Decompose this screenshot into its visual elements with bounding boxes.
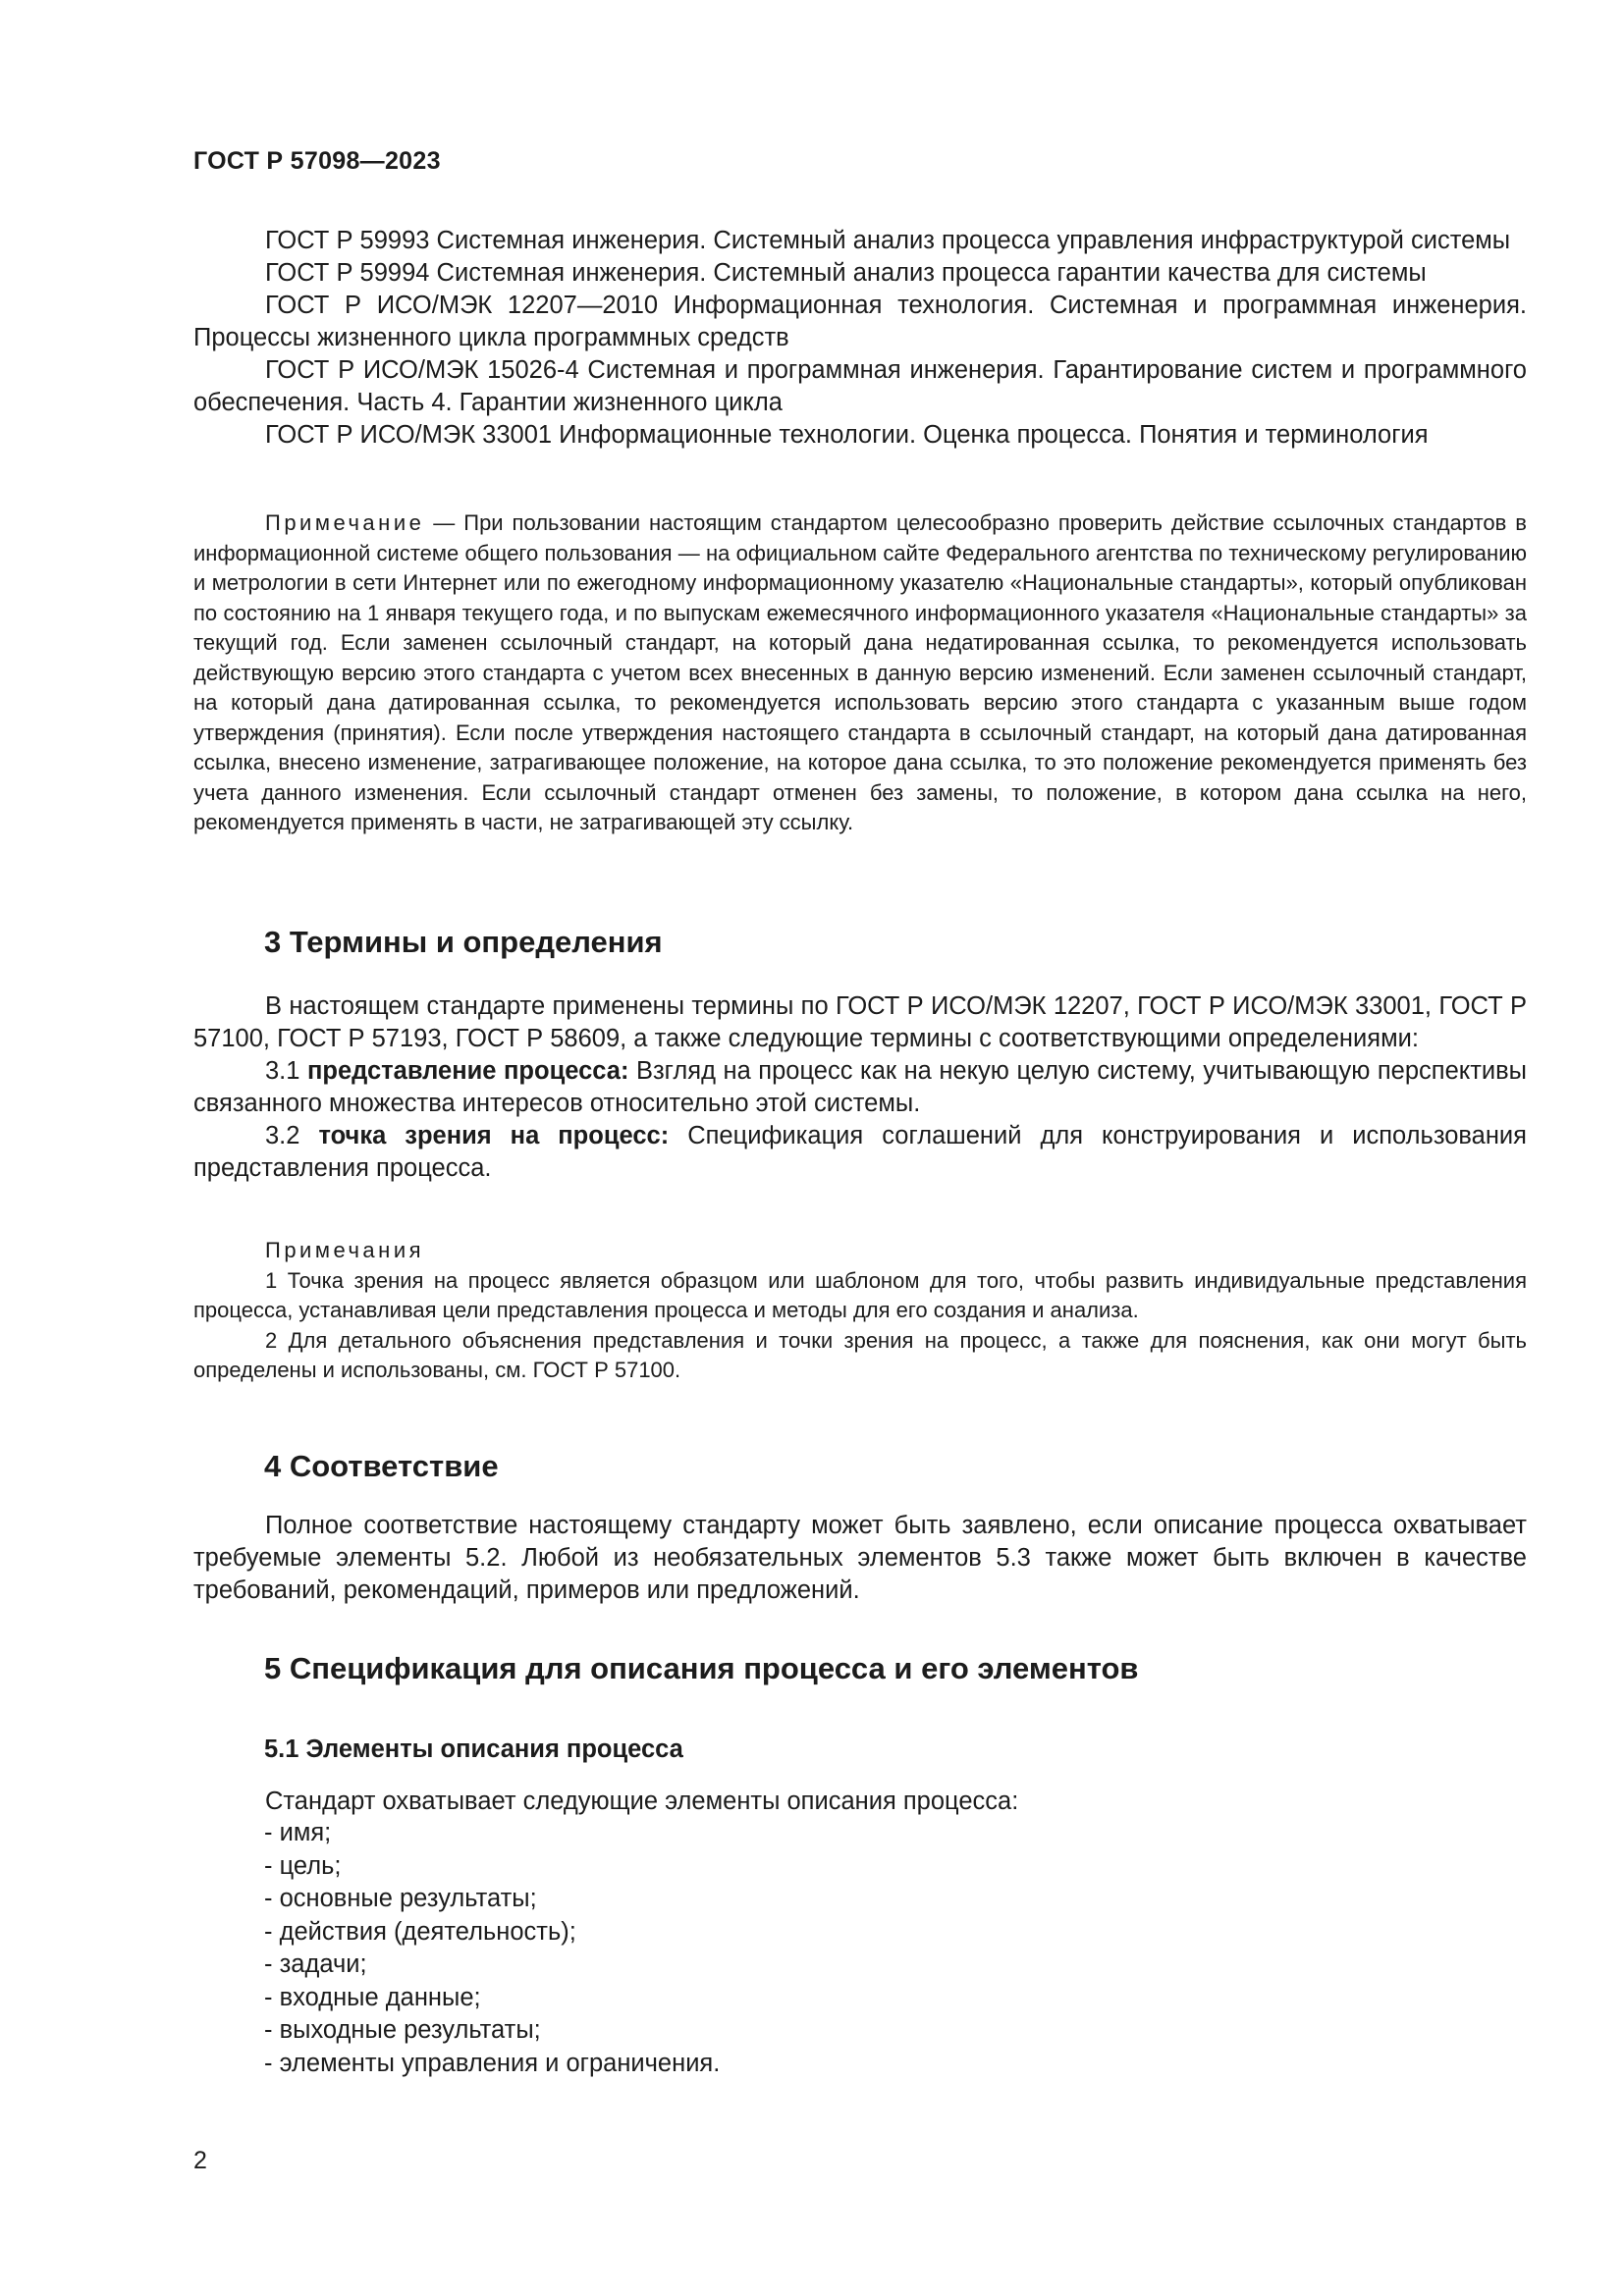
term-definition: Спецификация соглашений для конструирования и использования представления процесса. bbox=[193, 1122, 1527, 1182]
section-4-heading: 4 Соответствие bbox=[264, 1449, 499, 1483]
reference-item: ГОСТ Р ИСО/МЭК 15026-4 Системная и программная инженерия. Гарантирование систем и программного обеспечения. Часть 4. Гарантии жизненного цикла bbox=[193, 356, 1527, 416]
section-3-body bbox=[193, 990, 1527, 1185]
subsection-5-1-heading: 5.1 Элементы описания процесса bbox=[264, 1735, 683, 1763]
note-label: Примечание bbox=[265, 510, 425, 535]
term-3-2: 3.2 точка зрения на процесс: Спецификация соглашений для конструирования и использования представления процесса. bbox=[193, 1122, 1527, 1182]
section-3-heading: 3 Термины и определения bbox=[264, 925, 663, 959]
term-definition: Взгляд на процесс как на некую целую систему, учитывающую перспективы связанного множества интересов относительно этой системы. bbox=[193, 1057, 1527, 1117]
note-item: 1 Точка зрения на процесс является образцом или шаблоном для того, чтобы развить индивидуальные представления процесса, устанавливая цели представления процесса и методы для его создания и анализа. bbox=[193, 1267, 1527, 1322]
term-name: точка зрения на процесс: bbox=[318, 1122, 670, 1149]
list-item: - цель; bbox=[264, 1851, 342, 1880]
list-item: - действия (деятельность); bbox=[264, 1917, 576, 1946]
reference-item: ГОСТ Р ИСО/МЭК 33001 Информационные технологии. Оценка процесса. Понятия и терминология bbox=[265, 421, 1429, 449]
document-header: ГОСТ Р 57098—2023 bbox=[193, 147, 441, 175]
list-item: - элементы управления и ограничения. bbox=[264, 2049, 721, 2077]
list-item: - задачи; bbox=[264, 1950, 367, 1978]
list-item: - имя; bbox=[264, 1819, 332, 1846]
note-block bbox=[193, 508, 1527, 838]
normative-references-list bbox=[193, 225, 1527, 452]
section-5-1-intro: Стандарт охватывает следующие элементы описания процесса: bbox=[265, 1788, 1019, 1815]
page-number: 2 bbox=[193, 2147, 207, 2174]
list-item: - основные результаты; bbox=[264, 1885, 537, 1912]
section-3-notes bbox=[193, 1236, 1527, 1386]
section-3-intro: В настоящем стандарте применены термины по ГОСТ Р ИСО/МЭК 12207, ГОСТ Р ИСО/МЭК 33001, ГОСТ Р 57100, ГОСТ Р 57193, ГОСТ Р 58609, а также следующие термины с соответствующими определениями: bbox=[193, 992, 1527, 1052]
section-4-body bbox=[193, 1510, 1527, 1607]
list-item: - входные данные; bbox=[264, 1983, 481, 2011]
notes-label: Примечания bbox=[265, 1238, 425, 1262]
note-item: 2 Для детального объяснения представления и точки зрения на процесс, а также для пояснения, как они могут быть определены и использованы, см. ГОСТ Р 57100. bbox=[193, 1327, 1527, 1382]
note-text: — При пользовании настоящим стандартом целесообразно проверить действие ссылочных стандартов в информационной системе общего пользования — на официальном сайте Федерального агентства по техническому регулированию и метрологии в сети Интернет или по ежегодному информационному указателю «Национальные стандарты», который опубликован по состоянию на 1 января текущего года, и по выпускам ежемесячного информационного указателя «Национальные стандарты» за текущий год. Если заменен ссылочный стандарт, на который дана недатированная ссылка, то рекомендуется использовать действующую версию этого стандарта с учетом всех внесенных в данную версию изменений. Если заменен ссылочный стандарт, на который дана датированная ссылка, то рекомендуется использовать версию этого стандарта с указанным выше годом утверждения (принятия). Если после утверждения настоящего стандарта в ссылочный стандарт, на который дана датированная ссылка, внесено изменение, затрагивающее положение, на которое дана ссылка, то это положение рекомендуется применять без учета данного изменения. Если ссылочный стандарт отменен без замены, то положение, в котором дана ссылка на него, рекомендуется применять в части, не затрагивающей эту ссылку. bbox=[193, 510, 1527, 834]
section-4-text: Полное соответствие настоящему стандарту может быть заявлено, если описание процесса охватывает требуемые элементы 5.2. Любой из необязательных элементов 5.3 также может быть включен в качестве требований, рекомендаций, примеров или предложений. bbox=[193, 1512, 1527, 1604]
process-elements-list bbox=[264, 1817, 720, 2080]
list-item: - выходные результаты; bbox=[264, 2016, 541, 2044]
reference-item: ГОСТ Р 59994 Системная инженерия. Системный анализ процесса гарантии качества для системы bbox=[265, 259, 1427, 287]
section-5-heading: 5 Спецификация для описания процесса и его элементов bbox=[264, 1651, 1139, 1685]
reference-item: ГОСТ Р ИСО/МЭК 12207—2010 Информационная технология. Системная и программная инженерия. Процессы жизненного цикла программных средств bbox=[193, 292, 1527, 351]
term-name: представление процесса: bbox=[306, 1057, 629, 1085]
reference-item: ГОСТ Р 59993 Системная инженерия. Системный анализ процесса управления инфраструктурой системы bbox=[265, 227, 1511, 254]
term-3-1: 3.1 представление процесса: Взгляд на процесс как на некую целую систему, учитывающую перспективы связанного множества интересов относительно этой системы. bbox=[193, 1057, 1527, 1117]
